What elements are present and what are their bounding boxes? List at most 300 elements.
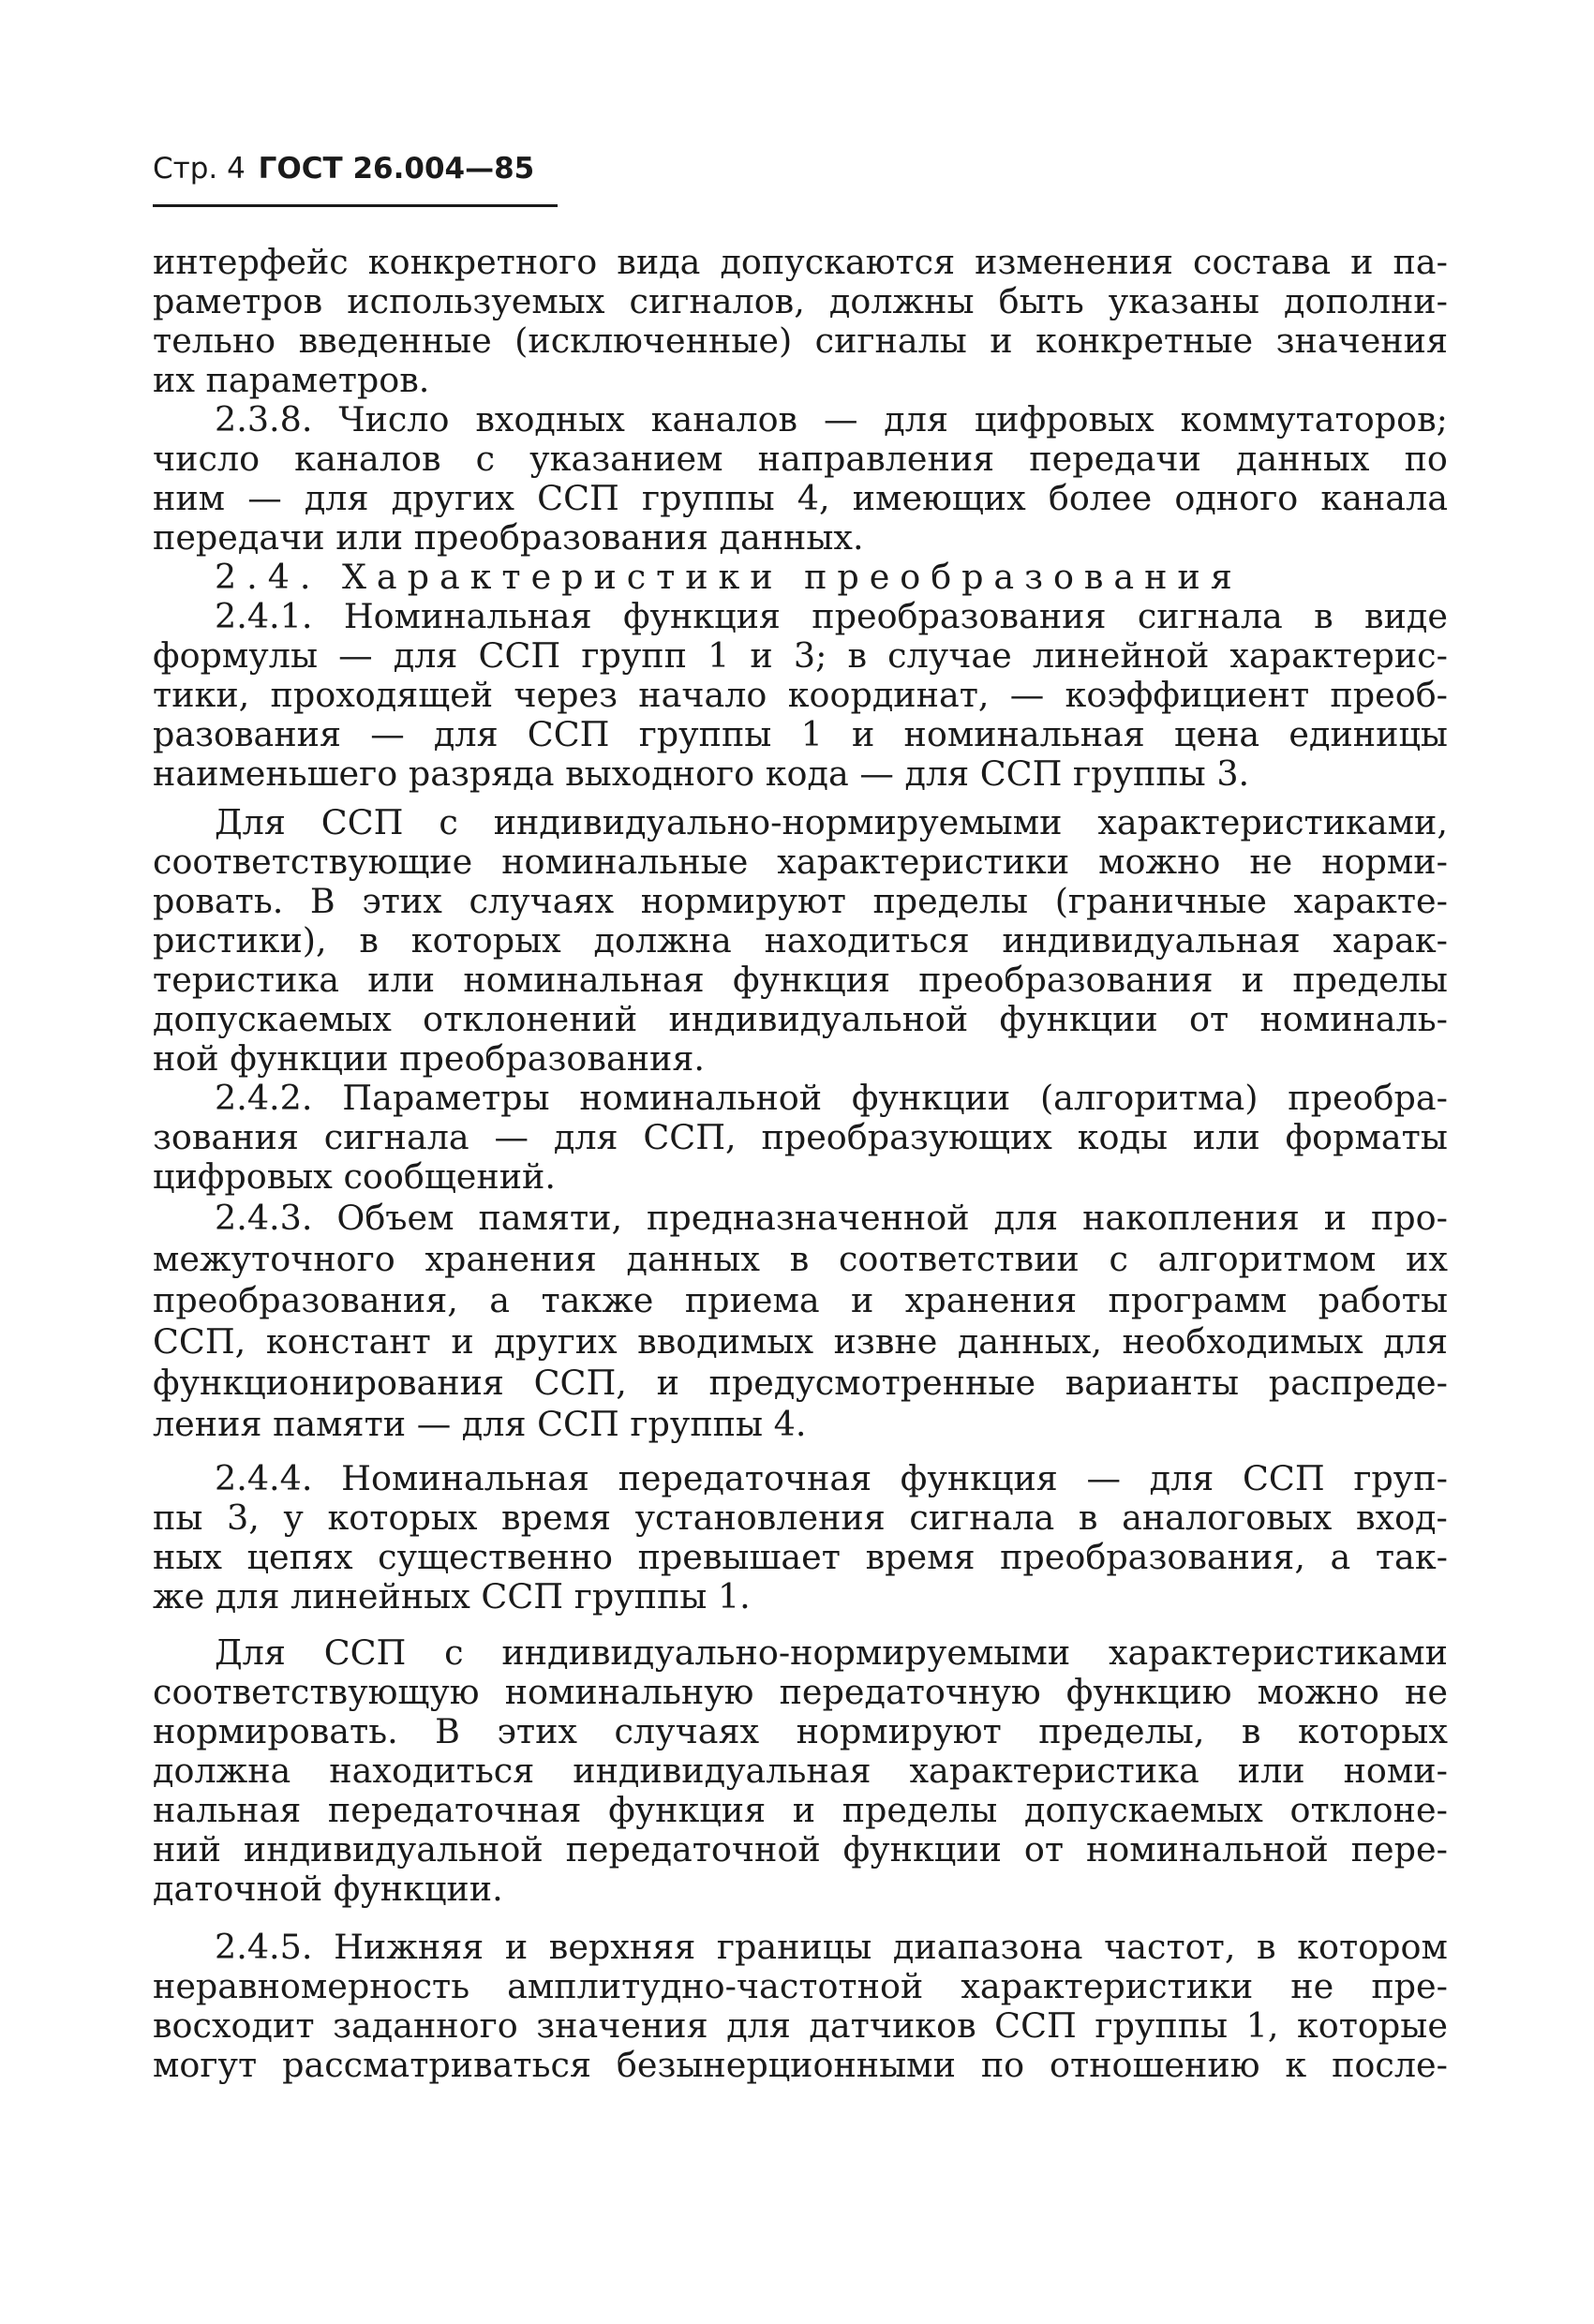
word: данных — [1235, 439, 1370, 479]
word: работы — [1318, 1280, 1448, 1320]
word: которых — [410, 920, 561, 961]
word: с — [475, 439, 496, 479]
word: заданного — [333, 2005, 518, 2046]
word: 2.4.5. — [215, 1927, 313, 1967]
word: преоб- — [1330, 675, 1448, 715]
word: констант — [265, 1321, 431, 1362]
text-line — [153, 1321, 1448, 1363]
word: состава — [1193, 242, 1332, 282]
word: характеристиками, — [1097, 802, 1448, 842]
word: сигнала — [323, 1117, 469, 1157]
text-line — [153, 1790, 1448, 1831]
word: норми- — [1321, 842, 1448, 882]
text-line: цифровых сообщений. — [153, 1156, 556, 1197]
word: передаточной — [565, 1829, 821, 1870]
word: для — [304, 478, 369, 518]
word: существенно — [378, 1537, 614, 1577]
word: (алгоритма) — [1039, 1078, 1259, 1118]
text-line — [215, 1458, 1448, 1499]
word: тики, — [153, 675, 250, 715]
word: функция — [608, 1790, 767, 1830]
word: Для — [215, 802, 286, 842]
word: функции — [851, 1078, 1011, 1118]
word: коммутаторов; — [1180, 399, 1448, 439]
text-line — [215, 1927, 1448, 1968]
word: быть — [998, 281, 1084, 321]
word: от — [1023, 1829, 1065, 1870]
word: преобразующих — [761, 1117, 1052, 1157]
word: или — [1192, 1117, 1260, 1157]
word: хранения — [904, 1280, 1078, 1320]
text-line — [153, 1750, 1448, 1792]
word: в — [1314, 596, 1333, 636]
text-line — [153, 999, 1448, 1040]
word: которые — [1296, 2005, 1448, 2046]
word: диапазона — [892, 1927, 1083, 1967]
word: пределы, — [1038, 1711, 1205, 1751]
word: должна — [153, 1750, 291, 1791]
word: коды — [1077, 1117, 1169, 1157]
word: значения — [536, 2005, 708, 2046]
page-number: Стр. 4 — [153, 152, 246, 186]
word: 2.4.3. — [215, 1198, 313, 1238]
word: алгоритмом — [1157, 1239, 1377, 1279]
word: соответствующие — [153, 842, 473, 882]
word: дополни- — [1284, 281, 1448, 321]
word: для — [1149, 1458, 1214, 1498]
word: и — [851, 1280, 874, 1320]
text-line: даточной функции. — [153, 1869, 503, 1909]
text-line — [153, 842, 1448, 883]
word: — — [338, 635, 373, 676]
text-line — [153, 714, 1448, 755]
word: датчиков — [809, 2005, 976, 2046]
word: — — [370, 714, 405, 754]
word: сигнала — [1137, 596, 1283, 636]
word: в — [789, 1239, 810, 1279]
word: сигналов, — [629, 281, 805, 321]
word: частот, — [1104, 1927, 1236, 1967]
word: преобразования, — [153, 1280, 458, 1320]
word: передаточную — [779, 1672, 1041, 1712]
word: находиться — [329, 1750, 535, 1791]
word: ССП — [527, 714, 610, 754]
word: можно — [1098, 842, 1221, 882]
word: верхняя — [548, 1927, 696, 1967]
word: каналов — [650, 399, 798, 439]
word: в — [1257, 1927, 1276, 1967]
word: В — [309, 881, 335, 921]
word: используемых — [347, 281, 605, 321]
word: которых — [1297, 1711, 1448, 1751]
word: одного — [1174, 478, 1299, 518]
word: Номинальная — [341, 1458, 589, 1498]
word: направления — [757, 439, 995, 479]
word: коэффициент — [1065, 675, 1310, 715]
word: соответствии — [838, 1239, 1080, 1279]
word: программ — [1108, 1280, 1288, 1320]
word: (граничные — [1054, 881, 1267, 921]
word: 2.4.1. — [215, 596, 313, 636]
text-line — [215, 802, 1448, 843]
word: допускаются — [720, 242, 956, 282]
word: или — [367, 960, 436, 1000]
word: — — [494, 1117, 529, 1157]
word: котором — [1297, 1927, 1448, 1967]
word: пределы — [1292, 960, 1448, 1000]
word: раметров — [153, 281, 323, 321]
word: канала — [1320, 478, 1448, 518]
word: 3, — [226, 1497, 260, 1538]
word: нормируют — [640, 881, 846, 921]
text-line — [153, 881, 1448, 922]
text-line — [153, 1363, 1448, 1404]
word: начало — [638, 675, 767, 715]
word: и — [451, 1321, 474, 1362]
word: 1 — [800, 714, 823, 754]
word: нормируют — [796, 1711, 1002, 1751]
word: Число — [338, 399, 450, 439]
word: конкретного — [367, 242, 598, 282]
word: а — [1330, 1537, 1351, 1577]
word: этих — [497, 1711, 578, 1751]
word: групп — [581, 635, 687, 676]
word: время — [501, 1497, 611, 1538]
word: могут — [153, 2045, 258, 2085]
word: от — [1189, 999, 1229, 1039]
word: более — [1048, 478, 1153, 518]
word: по — [980, 2045, 1025, 2085]
word: ССП — [478, 635, 561, 676]
word: установления — [634, 1497, 886, 1538]
word: не — [1249, 842, 1293, 882]
word: функция — [622, 596, 781, 636]
word: Для — [215, 1632, 286, 1673]
word: 4, — [797, 478, 830, 518]
word: ССП — [1242, 1458, 1325, 1498]
text-line — [215, 1198, 1448, 1239]
word: с — [444, 1632, 464, 1673]
word: индивидуальная — [1002, 920, 1301, 961]
word: характе- — [1293, 881, 1448, 921]
word: и — [990, 320, 1013, 361]
word: значения — [1275, 320, 1448, 361]
word: Объем — [336, 1198, 454, 1238]
word: и — [792, 1790, 816, 1830]
word: так- — [1375, 1537, 1448, 1577]
word: вводимых — [637, 1321, 814, 1362]
word: каналов — [294, 439, 441, 479]
word: преобразования — [812, 596, 1107, 636]
word: ССП, — [153, 1321, 246, 1362]
word: группы — [1095, 2005, 1229, 2046]
text-line — [153, 320, 1448, 362]
word: и — [852, 714, 875, 754]
word: харак- — [1333, 920, 1448, 961]
page-header — [153, 152, 558, 207]
word: функции — [842, 1829, 1002, 1870]
word: нальная — [153, 1790, 302, 1830]
word: других — [391, 478, 515, 518]
word: функцию — [1065, 1672, 1232, 1712]
word: ССП — [323, 1632, 407, 1673]
word: в — [1078, 1497, 1098, 1538]
text-line — [153, 242, 1448, 283]
word: цепях — [246, 1537, 353, 1577]
word: характеристики — [961, 1966, 1254, 2006]
word: функция — [900, 1458, 1058, 1498]
word: указаны — [1108, 281, 1259, 321]
word: случаях — [469, 881, 615, 921]
text-line — [153, 2005, 1448, 2047]
word: допускаемых — [1023, 1790, 1263, 1830]
word: с — [1109, 1239, 1128, 1279]
word: аналоговых — [1122, 1497, 1333, 1538]
word: ССП, — [533, 1363, 627, 1403]
text-line: же для линейных ССП группы 1. — [153, 1576, 751, 1616]
word: пре- — [1371, 1966, 1448, 2006]
word: и — [1350, 242, 1374, 282]
text-line — [215, 399, 1448, 440]
word: а — [489, 1280, 511, 1320]
word: изменения — [975, 242, 1174, 282]
text-line — [153, 1966, 1448, 2007]
text-line — [153, 439, 1448, 480]
word: не — [1290, 1966, 1334, 2006]
word: ний — [153, 1829, 221, 1870]
word: или — [1237, 1750, 1305, 1791]
word: в — [847, 635, 868, 676]
word: соответствующую — [153, 1672, 480, 1712]
word: приема — [684, 1280, 820, 1320]
word: преобра- — [1288, 1078, 1448, 1118]
text-line — [153, 920, 1448, 961]
word: В — [435, 1711, 460, 1751]
standard-number: ГОСТ 26.004—85 — [258, 152, 535, 186]
word: индивидуальная — [573, 1750, 871, 1791]
word: 2.3.8. — [215, 399, 313, 439]
word: — — [823, 399, 858, 439]
word: разования — [153, 714, 341, 754]
text-line — [215, 596, 1448, 637]
text-line — [153, 960, 1448, 1001]
word: с — [439, 802, 458, 842]
word: номиналь- — [1259, 999, 1448, 1039]
word: передаточная — [618, 1458, 872, 1498]
word: их — [1406, 1239, 1448, 1279]
word: Номинальная — [343, 596, 592, 636]
word: по — [1404, 439, 1448, 479]
word: допускаемых — [153, 999, 392, 1039]
word: линейной — [1032, 635, 1210, 676]
word: виде — [1364, 596, 1448, 636]
word: отношению — [1050, 2045, 1260, 2085]
word: отклонений — [423, 999, 638, 1039]
word: границы — [716, 1927, 872, 1967]
word: груп- — [1353, 1458, 1448, 1498]
word: — — [247, 478, 282, 518]
word: пределы — [872, 881, 1029, 921]
word: для — [726, 2005, 791, 2046]
word: в — [1241, 1711, 1261, 1751]
word: единицы — [1289, 714, 1448, 754]
word: координат, — [787, 675, 990, 715]
word: и — [1323, 1198, 1348, 1238]
word: сигнала — [909, 1497, 1055, 1538]
word: можно — [1257, 1672, 1379, 1712]
word: ССП, — [643, 1117, 737, 1157]
word: других — [494, 1321, 618, 1362]
word: у — [283, 1497, 304, 1538]
word: группы — [641, 478, 775, 518]
word: межуточного — [153, 1239, 395, 1279]
word: зования — [153, 1117, 299, 1157]
word: номинальную — [504, 1672, 754, 1712]
word: пы — [153, 1497, 203, 1538]
word: пере- — [1350, 1829, 1448, 1870]
word: неравномерность — [153, 1966, 470, 2006]
word: входных — [475, 399, 625, 439]
word: необходимых — [1122, 1321, 1363, 1362]
word: характерис- — [1229, 635, 1448, 676]
word: и — [656, 1363, 679, 1403]
word: ССП — [537, 478, 619, 518]
text-line — [153, 1239, 1448, 1280]
text-line — [215, 1078, 1448, 1119]
text-line — [153, 675, 1448, 716]
word: хранения — [425, 1239, 597, 1279]
word: интерфейс — [153, 242, 349, 282]
word: и — [750, 635, 773, 676]
text-line: их параметров. — [153, 360, 430, 400]
word: число — [153, 439, 261, 479]
word: номинальной — [1085, 1829, 1329, 1870]
text-line — [153, 281, 1448, 322]
word: и — [504, 1927, 529, 1967]
word: данных, — [957, 1321, 1102, 1362]
word: для — [884, 399, 948, 439]
word: (исключенные) — [514, 320, 793, 361]
word: 2.4.2. — [215, 1078, 313, 1118]
word: теристика — [153, 960, 340, 1000]
word: для — [553, 1117, 618, 1157]
word: конкретные — [1035, 320, 1254, 361]
word: индивидуальной — [668, 999, 969, 1039]
word: преобразования — [918, 960, 1214, 1000]
word: безынерционными — [616, 2045, 956, 2085]
word: в — [359, 920, 379, 961]
word: ССП — [320, 802, 404, 842]
word: 2.4.4. — [215, 1458, 313, 1498]
word: должны — [828, 281, 975, 321]
word: про- — [1370, 1198, 1448, 1238]
word: не — [1405, 1672, 1448, 1712]
word: случае — [887, 635, 1012, 676]
word: группы — [638, 714, 772, 754]
word: пределы — [842, 1790, 998, 1830]
word: предусмотренные — [708, 1363, 1036, 1403]
word: извне — [833, 1321, 938, 1362]
text-line — [153, 1497, 1448, 1539]
word: характеристиками — [1108, 1632, 1448, 1673]
word: ССП — [994, 2005, 1077, 2046]
text-line — [153, 1537, 1448, 1578]
text-line: ления памяти — для ССП группы 4. — [153, 1404, 807, 1444]
word: ристики), — [153, 920, 327, 961]
word: через — [514, 675, 618, 715]
word: должна — [593, 920, 732, 961]
word: 1 — [708, 635, 730, 676]
word: превышает — [637, 1537, 841, 1577]
text-line — [153, 635, 1448, 677]
word: данных — [626, 1239, 761, 1279]
text-line — [153, 2045, 1448, 2086]
word: сигналы — [814, 320, 967, 361]
text-line — [153, 1117, 1448, 1158]
word: передачи — [1029, 439, 1201, 479]
word: для — [993, 1198, 1059, 1238]
word: памяти, — [478, 1198, 623, 1238]
word: введенные — [298, 320, 492, 361]
section-heading: 2.4. Характеристики преобразования — [215, 557, 1243, 597]
text-line: ной функции преобразования. — [153, 1038, 705, 1079]
word: функционирования — [153, 1363, 504, 1403]
word: вход- — [1355, 1497, 1448, 1538]
word: нормировать. — [153, 1711, 398, 1751]
word: функция — [732, 960, 890, 1000]
word: ним — [153, 478, 226, 518]
word: распреде- — [1268, 1363, 1448, 1403]
word: для — [393, 635, 458, 676]
text-line — [153, 478, 1448, 519]
word: ровать. — [153, 881, 284, 921]
word: номинальная — [903, 714, 1145, 754]
word: время — [865, 1537, 976, 1577]
word: номинальная — [463, 960, 705, 1000]
word: индивидуально-нормируемыми — [501, 1632, 1071, 1673]
word: которых — [327, 1497, 478, 1538]
word: — — [1086, 1458, 1121, 1498]
word: также — [541, 1280, 654, 1320]
word: номинальные — [501, 842, 749, 882]
word: указанием — [529, 439, 723, 479]
word: индивидуальной — [243, 1829, 544, 1870]
word: рассматриваться — [282, 2045, 591, 2085]
text-line — [153, 1711, 1448, 1752]
word: вида — [617, 242, 701, 282]
word: проходящей — [270, 675, 494, 715]
word: Параметры — [342, 1078, 550, 1118]
word: случаях — [614, 1711, 760, 1751]
text-line — [153, 1672, 1448, 1713]
word: характеристики — [777, 842, 1070, 882]
word: для — [433, 714, 499, 754]
word: номи- — [1343, 1750, 1448, 1791]
word: этих — [362, 881, 442, 921]
word: предназначенной — [647, 1198, 970, 1238]
word: амплитудно-частотной — [507, 1966, 924, 2006]
word: 1, — [1245, 2005, 1279, 2046]
word: характеристика — [909, 1750, 1199, 1791]
word: ных — [153, 1537, 222, 1577]
text-line — [153, 1280, 1448, 1321]
word: Нижняя — [334, 1927, 484, 1967]
word: цена — [1174, 714, 1260, 754]
word: 3; — [793, 635, 827, 676]
word: — — [1009, 675, 1045, 715]
word: па- — [1393, 242, 1448, 282]
word: восходит — [153, 2005, 315, 2046]
